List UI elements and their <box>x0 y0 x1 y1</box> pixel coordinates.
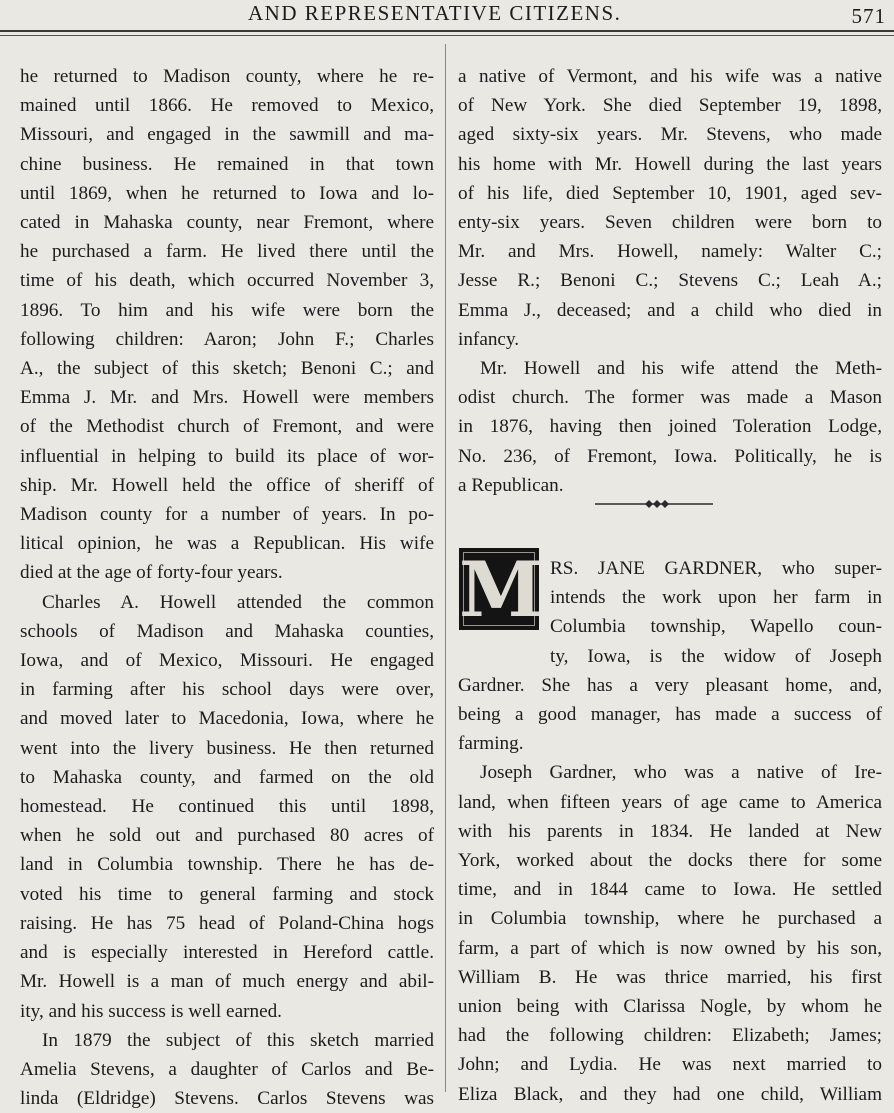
text-line: Emma J. Mr. and Mrs. Howell were members <box>20 387 434 409</box>
text-line: Jesse R.; Benoni C.; Stevens C.; Leah A.; <box>458 270 882 292</box>
text-line: a native of Vermont, and his wife was a native <box>458 66 882 87</box>
text-line: York, worked about the docks there for some <box>458 850 882 872</box>
text-line: died at the age of forty-four years. <box>20 562 283 584</box>
running-head: AND REPRESENTATIVE CITIZENS. <box>248 1 622 25</box>
text-line: enty-six years. Seven children were born to <box>458 212 882 234</box>
text-line: mained until 1866. He removed to Mexico, <box>20 95 434 117</box>
text-line: farming. <box>458 733 524 755</box>
paragraph-joseph-gardner <box>458 758 882 1108</box>
text-line: Madison county for a number of years. In po- <box>20 504 434 526</box>
left-column <box>20 62 434 1113</box>
text-line: time, and in 1844 came to Iowa. He settled <box>458 879 882 901</box>
text-line: in Columbia township, where he purchased a <box>458 908 882 930</box>
header-rule-thin <box>0 35 894 36</box>
paragraph-church-mason <box>458 354 882 500</box>
text-line: Mr. and Mrs. Howell, namely: Walter C.; <box>458 241 882 263</box>
text-line: union being with Clarissa Nogle, by whom he <box>458 996 882 1018</box>
text-line: infancy. <box>458 328 520 350</box>
text-line: litical opinion, he was a Republican. His wife <box>20 533 434 555</box>
text-line: William B. He was thrice married, his first <box>458 966 882 988</box>
right-column-top <box>458 62 882 500</box>
paragraph-stevens-children <box>458 62 882 354</box>
text-line: RS. JANE GARDNER, who super- <box>550 558 882 579</box>
text-line: of his life, died September 10, 1901, aged sev- <box>458 182 882 204</box>
text-line: Amelia Stevens, a daughter of Carlos and Be- <box>20 1058 434 1080</box>
text-line: Joseph Gardner, who was a native of Ire- <box>480 762 882 784</box>
text-line: of the Methodist church of Fremont, and were <box>20 416 434 438</box>
text-line: No. 236, of Fremont, Iowa. Politically, he is <box>458 445 882 467</box>
paragraph-jane-gardner <box>458 554 882 758</box>
paragraph-marriage <box>20 1026 434 1113</box>
text-line: ty, Iowa, is the widow of Joseph <box>550 645 882 667</box>
text-line: his home with Mr. Howell during the last years <box>458 153 882 175</box>
text-line: linda (Eldridge) Stevens. Carlos Stevens was <box>20 1088 434 1110</box>
text-line: in 1876, having then joined Toleration Lodge, <box>458 416 882 438</box>
text-line: Charles A. Howell attended the common <box>42 591 434 613</box>
paragraph-charles-howell <box>20 588 434 1026</box>
text-line: he returned to Madison county, where he re- <box>20 66 434 87</box>
text-line: odist church. The former was made a Mason <box>458 387 882 409</box>
text-line: Gardner. She has a very pleasant home, and, <box>458 674 882 696</box>
text-line: to Mahaska county, and farmed on the old <box>20 766 434 788</box>
text-line: Mr. Howell is a man of much energy and abil- <box>20 971 434 993</box>
column-divider <box>445 44 446 1092</box>
text-line: cated in Mahaska county, near Fremont, where <box>20 212 434 234</box>
text-line: and moved later to Macedonia, Iowa, where he <box>20 708 434 730</box>
text-line: went into the livery business. He then returned <box>20 737 434 759</box>
text-line: A., the subject of this sketch; Benoni C.; and <box>20 358 434 380</box>
text-line: being a good manager, has made a success of <box>458 704 882 726</box>
text-line: Missouri, and engaged in the sawmill and ma- <box>20 124 434 146</box>
text-line: he purchased a farm. He lived there until the <box>20 241 434 263</box>
text-line: Iowa, and of Mexico, Missouri. He engaged <box>20 650 434 672</box>
header-rule <box>0 30 894 32</box>
text-line: until 1869, when he returned to Iowa and lo- <box>20 182 434 204</box>
text-line: 1896. To him and his wife were born the <box>20 299 434 321</box>
text-line: schools of Madison and Mahaska counties, <box>20 620 434 642</box>
text-line: in farming after his school days were over, <box>20 679 434 701</box>
text-line: with his parents in 1834. He landed at New <box>458 820 882 842</box>
text-line: Columbia township, Wapello coun- <box>550 616 882 638</box>
text-line: had the following children: Elizabeth; James; <box>458 1025 882 1047</box>
text-line: Mr. Howell and his wife attend the Meth- <box>480 358 882 380</box>
text-line: voted his time to general farming and stock <box>20 883 434 905</box>
text-line: influential in helping to build its place of wor- <box>20 445 434 467</box>
text-line: homestead. He continued this until 1898, <box>20 796 434 818</box>
text-line: time of his death, which occurred November 3, <box>20 270 434 292</box>
text-line: when he sold out and purchased 80 acres of <box>20 825 434 847</box>
text-line: aged sixty-six years. Mr. Stevens, who made <box>458 124 882 146</box>
text-line: ship. Mr. Howell held the office of sheriff of <box>20 474 434 496</box>
page-header <box>0 0 894 30</box>
text-line: Eliza Black, and they had one child, William <box>458 1083 882 1105</box>
text-line: of New York. She died September 19, 1898, <box>458 95 882 117</box>
text-line: a Republican. <box>458 474 564 496</box>
text-line: Emma J., deceased; and a child who died in <box>458 299 882 321</box>
text-line: farm, a part of which is now owned by his son, <box>458 937 882 959</box>
text-line: and is especially interested in Hereford cattle. <box>20 942 434 964</box>
text-line: ity, and his success is well earned. <box>20 1000 282 1022</box>
text-line: John; and Lydia. He was next married to <box>458 1054 882 1076</box>
text-line: intends the work upon her farm in <box>550 587 882 609</box>
text-line: land in Columbia township. There he has de- <box>20 854 434 876</box>
right-column-bottom <box>458 554 882 1109</box>
text-line: raising. He has 75 head of Poland-China hogs <box>20 912 434 934</box>
page-number: 571 <box>851 4 886 28</box>
section-divider-ornament <box>595 497 713 511</box>
paragraph-family-history <box>20 62 434 588</box>
text-line: following children: Aaron; John F.; Charles <box>20 328 434 350</box>
text-line: In 1879 the subject of this sketch married <box>42 1029 434 1051</box>
dropcap-letter: M <box>459 545 544 634</box>
text-line: land, when fifteen years of age came to America <box>458 791 882 813</box>
text-line: chine business. He remained in that town <box>20 153 434 175</box>
